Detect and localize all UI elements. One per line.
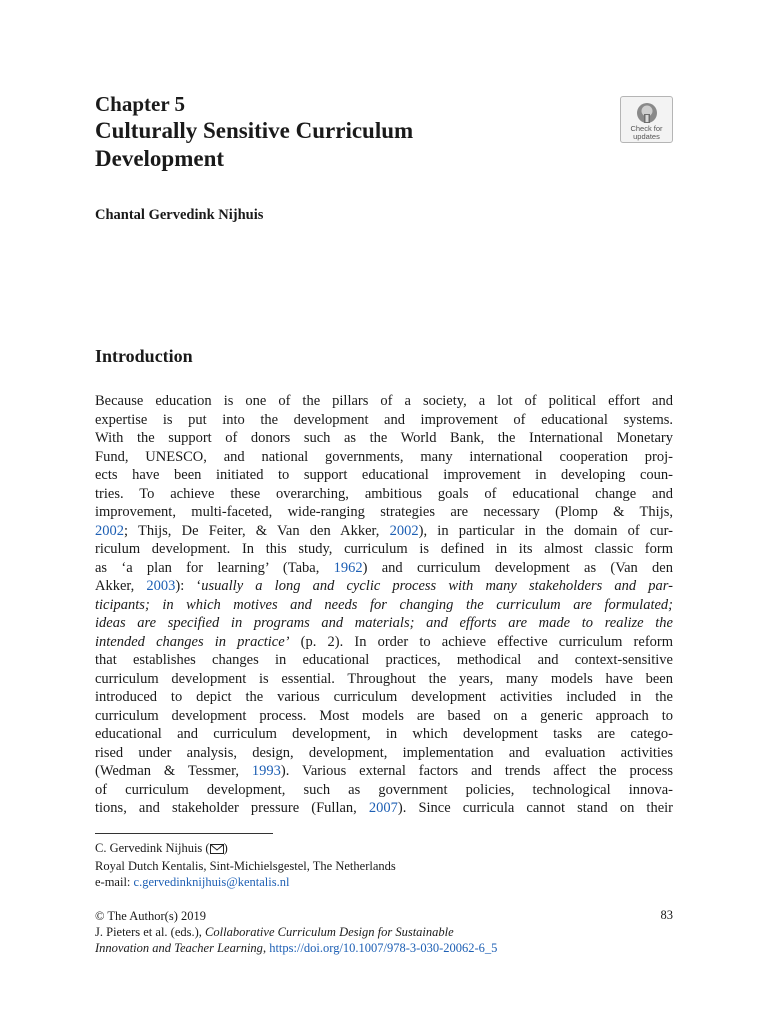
text-segment: (p. 2). In order to achieve effective curriculum reform (289, 633, 674, 650)
text-line: expertise is put into the development and improvement of educational systems. (95, 411, 673, 428)
text-line: tries. To achieve these overarching, ambitious goals of educational change and (95, 485, 673, 502)
copyright-block (95, 908, 673, 956)
citation-link[interactable]: 2002 (389, 522, 419, 539)
text-line: educational and curriculum development, in which development tasks are catego- (95, 726, 673, 742)
text-segment: tions, and stakeholder pressure (Fullan, (95, 800, 369, 816)
citation-link[interactable]: 2002 (95, 522, 124, 539)
email-link[interactable]: c.gervedinknijhuis@kentalis.nl (133, 875, 290, 889)
text-line: that establishes changes in educational practices, methodical and context-sensitive (95, 652, 673, 668)
text-segment: C. Gervedink Nijhuis ( (95, 841, 210, 855)
quote-segment: intended changes in practice’ (95, 633, 290, 650)
footnote-divider (95, 833, 273, 834)
text-line: riculum development. In this study, curriculum is defined in its almost classic form (95, 541, 673, 557)
check-for-updates-button[interactable] (620, 96, 673, 143)
text-segment: ) (223, 841, 228, 855)
citation-link[interactable]: 2003 (146, 578, 176, 594)
text-segment: Akker, (95, 578, 147, 594)
author-name: Chantal Gervedink Nijhuis (95, 207, 264, 223)
badge-label: updates (633, 132, 660, 141)
citation-link[interactable]: 1993 (251, 763, 281, 779)
text-line (95, 522, 673, 541)
copyright-line: © The Author(s) 2019 (95, 909, 206, 923)
text-line (95, 559, 673, 578)
book-title-segment: Collaborative Curriculum Design for Sustainable (205, 925, 454, 939)
crossmark-icon (635, 101, 659, 125)
text-segment: , (262, 941, 270, 955)
chapter-title-line: Development (95, 146, 225, 171)
quote-segment: usually a long and cyclic process with many stakeholders and par- (201, 578, 673, 594)
book-title-segment: Innovation and Teacher Learning (95, 941, 263, 955)
author-footnote (95, 840, 396, 890)
envelope-icon[interactable] (210, 842, 224, 858)
text-segment: ). Various external factors and trends affect the process (280, 763, 673, 779)
badge-label: Check for (630, 124, 663, 133)
text-line (95, 799, 673, 818)
page-number: 83 (660, 908, 673, 922)
text-segment: ): ‘ (175, 578, 202, 594)
text-segment: ), in particular in the domain of cur- (418, 522, 673, 539)
text-segment: ). Since curricula cannot stand on their (397, 800, 673, 816)
text-segment: J. Pieters et al. (eds.), (95, 925, 206, 939)
doi-link[interactable]: https://doi.org/10.1007/978-3-030-20062-6_5 (269, 941, 498, 955)
text-line: of curriculum development, such as government policies, technological innova- (95, 781, 673, 798)
text-line: ideas are specified in programs and materials; and efforts are made to realize the (95, 615, 673, 631)
email-label: e-mail: (95, 875, 134, 889)
section-heading: Introduction (95, 346, 193, 366)
citation-link[interactable]: 1962 (333, 559, 363, 576)
chapter-label: Chapter 5 (95, 92, 186, 116)
footnote-name (95, 840, 396, 858)
text-line (95, 762, 673, 781)
text-line: improvement, multi-faceted, wide-ranging strategies are necessary (Plomp & Thijs, (95, 504, 673, 520)
text-line: rised under analysis, design, development, implementation and evaluation activities (95, 744, 673, 761)
text-segment: ) and curriculum development as (Van den (362, 559, 673, 576)
citation-line (95, 940, 673, 956)
chapter-title-line: Culturally Sensitive Curriculum (95, 118, 414, 143)
text-line (95, 577, 673, 596)
citation-line (95, 924, 673, 940)
footnote-affiliation: Royal Dutch Kentalis, Sint-Michielsgestel, The Netherlands (95, 859, 396, 873)
chapter-title (95, 117, 595, 173)
text-line: curriculum development is essential. Throughout the years, many models have been (95, 670, 673, 687)
text-segment: ; Thijs, De Feiter, & Van den Akker, (124, 522, 390, 539)
text-line: Fund, UNESCO, and national governments, many international cooperation proj- (95, 448, 673, 465)
body-paragraph (95, 392, 673, 818)
text-segment: as ‘a plan for learning’ (Taba, (95, 559, 334, 576)
text-line (95, 633, 673, 652)
text-line: Because education is one of the pillars of a society, a lot of political effort and (95, 393, 673, 409)
text-segment: (Wedman & Tessmer, (95, 763, 252, 779)
text-line: With the support of donors such as the World Bank, the International Monetary (95, 430, 673, 446)
text-line: introduced to depict the various curriculum development activities included in the (95, 689, 673, 705)
text-line: curriculum development process. Most models are based on a generic approach to (95, 707, 673, 724)
citation-link[interactable]: 2007 (368, 800, 398, 816)
footnote-email-line (95, 874, 396, 890)
text-line: ticipants; in which motives and needs for changing the curriculum are formulated; (95, 596, 673, 613)
text-line: ects have been initiated to support educational improvement in developing coun- (95, 467, 673, 483)
